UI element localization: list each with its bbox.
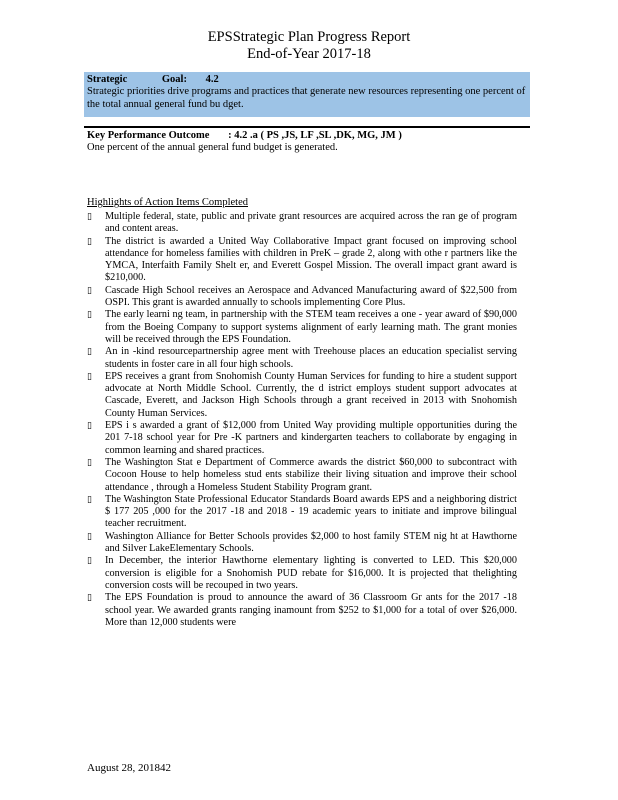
- list-item-text: The Washington State Professional Educator Standards Board awards EPS and a neighboring district $ 177 205 ,000 for the 2017 -18 and 2018 - 19 academic years to initiate and improve bilingual teacher recruitment.: [105, 493, 517, 530]
- list-item-text: EPS receives a grant from Snohomish County Human Services for funding to hire a student support advocate at North Middle School. Currently, the d istrict employs student support advocates at Cascade, Everett, and Jackson High Schools through a grant received in 2013 with Snohomish County Human Services.: [105, 370, 517, 419]
- bullet-icon: ▯: [87, 531, 92, 542]
- kpi-label: Key Performance Outcome: [87, 130, 210, 141]
- goal-number-label: Goal:: [161, 74, 187, 85]
- highlights-list: [87, 211, 517, 629]
- bullet-icon: ▯: [87, 421, 92, 432]
- list-item-text: Washington Alliance for Better Schools provides $2,000 to host family STEM nig ht at Hawthorne and Silver LakeElementary Schools.: [105, 530, 517, 555]
- list-item: [87, 555, 517, 592]
- page-number: 42: [160, 762, 172, 774]
- list-item: [87, 236, 517, 285]
- list-item-text: Cascade High School receives an Aerospace and Advanced Manufacturing award of $22,500 from OSPI. This grant is awarded annually to schools implementing Core Plus.: [105, 284, 517, 309]
- list-item-text: In December, the interior Hawthorne elementary lighting is converted to LED. This $20,000 conversion is eligible for a Snohomish PUD rebate for $16,000. It is projected that thelighting conversion costs will be recouped in two years.: [105, 555, 517, 591]
- bullet-icon: ▯: [87, 236, 92, 247]
- bullet-icon: ▯: [87, 285, 92, 296]
- list-item: [87, 531, 517, 556]
- list-item: [87, 371, 517, 420]
- footer-date: August 28, 2018: [87, 762, 161, 774]
- bullet-icon: ▯: [87, 556, 92, 567]
- list-item: [87, 309, 517, 346]
- list-item-text: The district is awarded a United Way Collaborative Impact grant focused on improving school attendance for homeless families with children in PreK – grade 2, along with othe r partners like the YMCA, Interfaith Family Shelt er, and Everett Gospel Mission. The overall impact grant award is $210,000.: [105, 235, 517, 284]
- kpi-text: One percent of the annual general fund budget is generated.: [87, 142, 338, 154]
- list-item-text: The Washington Stat e Department of Commerce awards the district $60,000 to subcontract with Cocoon House to help homeless stud ents stabilize their living situation and improve their school attendance , through a Homeless Student Stability Program grant.: [105, 456, 517, 493]
- bullet-icon: ▯: [87, 371, 92, 382]
- strategic-goal-box: [84, 72, 530, 117]
- list-item-text: The EPS Foundation is proud to announce the award of 36 Classroom Gr ants for the 2017 -18 school year. We awarded grants ranging inamount from $252 to $1,000 for a total of over $26,000. More than 12,000 students were: [105, 592, 517, 628]
- list-item-text: EPS i s awarded a grant of $12,000 from United Way providing multiple opportunities during the 201 7-18 school year for Pre -K partners and kindergarten teachers to collaborate by engaging in common learning and shared practices.: [105, 420, 517, 456]
- list-item: [87, 494, 517, 531]
- list-item-text: An in -kind resourcepartnership agree ment with Treehouse places an education specialist serving students in foster care in all four high schools.: [105, 346, 517, 370]
- bullet-icon: ▯: [87, 457, 92, 468]
- list-item: [87, 420, 517, 457]
- list-item: [87, 211, 517, 236]
- list-item-text: The early learni ng team, in partnership with the STEM team receives a one - year award of $90,000 from the Boeing Company to support systems alignment of early learning math. The grant monies will be received through the EPS Foundation.: [105, 309, 517, 345]
- kpi-box: [84, 126, 530, 154]
- goal-label: Strategic: [87, 74, 128, 85]
- list-item: [87, 346, 517, 371]
- page-footer: [87, 762, 171, 774]
- kpi-code: : 4.2 .a ( PS ,JS, LF ,SL ,DK, MG, JM ): [228, 130, 402, 141]
- highlights-heading: Highlights of Action Items Completed: [87, 197, 248, 208]
- list-item: [87, 592, 517, 629]
- list-item: [87, 457, 517, 494]
- report-subtitle: End-of-Year 2017-18: [247, 46, 371, 62]
- bullet-icon: ▯: [87, 212, 92, 222]
- list-item-text: Multiple federal, state, public and private grant resources are acquired across the ran ge of program and content areas.: [105, 211, 517, 235]
- bullet-icon: ▯: [87, 347, 92, 358]
- bullet-icon: ▯: [87, 310, 92, 321]
- bullet-icon: ▯: [87, 593, 92, 604]
- goal-number: 4.2: [205, 74, 219, 85]
- report-title: EPSStrategic Plan Progress Report: [207, 29, 411, 45]
- list-item: [87, 285, 517, 310]
- bullet-icon: ▯: [87, 494, 92, 505]
- goal-text: Strategic priorities drive programs and practices that generate new resources representing one percent of the total annual general fund bu dget.: [87, 86, 526, 110]
